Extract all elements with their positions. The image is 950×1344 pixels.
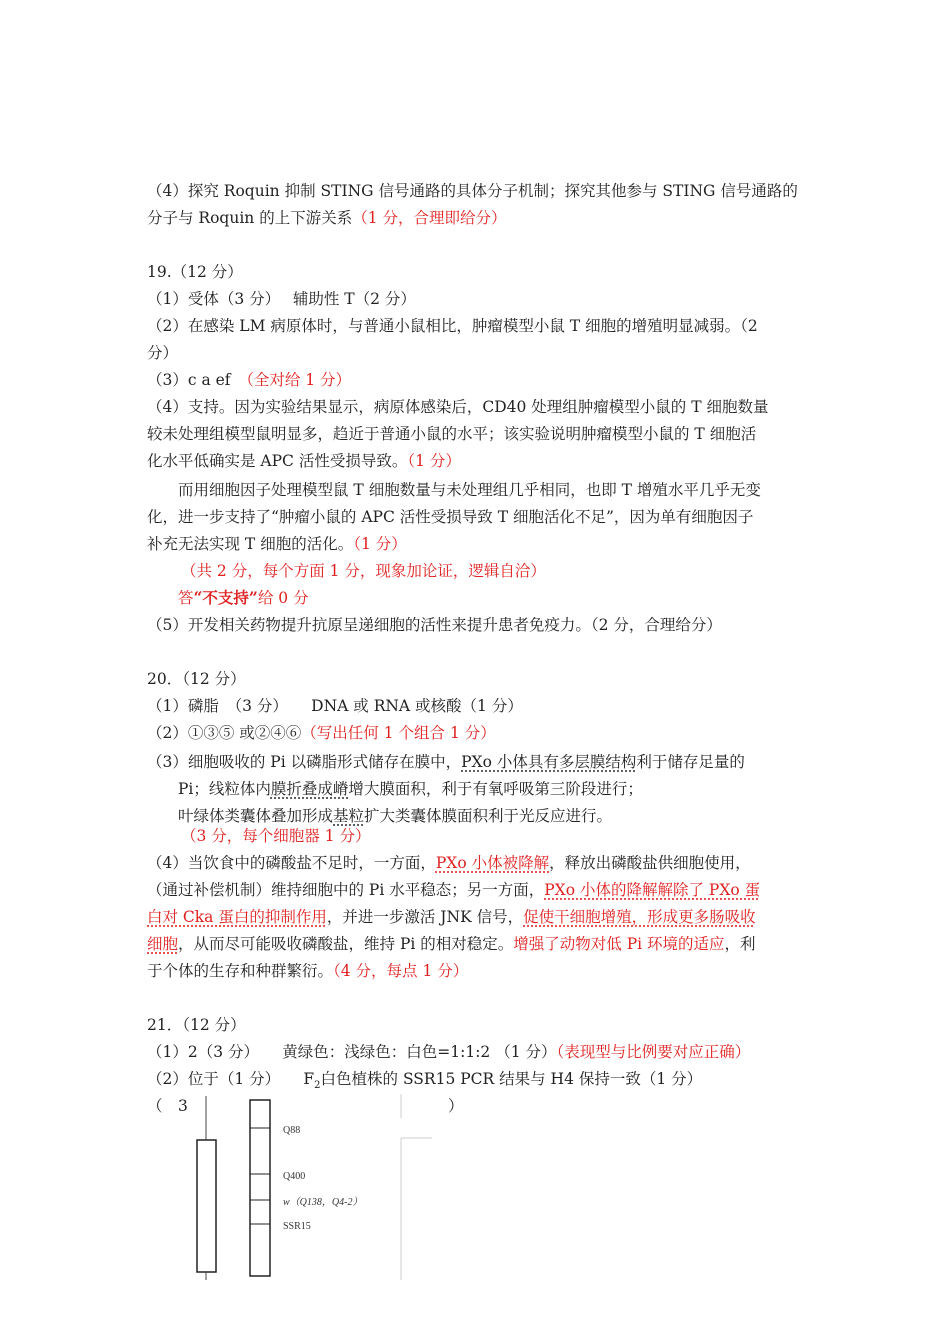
score-note: （1 分，合理即给分） bbox=[352, 209, 507, 227]
q20-p3-line3 bbox=[178, 806, 612, 826]
key-point: 白对 Cka 蛋白的抑制作用 bbox=[147, 908, 327, 926]
q21-p1 bbox=[147, 1042, 750, 1062]
q19-p5: （5）开发相关药物提升抗原呈递细胞的活性来提升患者免疫力。（2 分，合理给分） bbox=[147, 616, 722, 634]
marker-label-ssr15: SSR15 bbox=[283, 1221, 311, 1232]
marker-label-w: w（Q138，Q4-2） bbox=[283, 1197, 363, 1208]
text: ，从而尽可能吸收磷酸盐，维持 Pi 的相对稳定。 bbox=[178, 935, 514, 953]
text: ，并进一步激活 JNK 信号， bbox=[326, 908, 524, 926]
score-note: （全对给 1 分） bbox=[246, 371, 352, 389]
q21-p2 bbox=[147, 1069, 702, 1096]
q20-p4-line4 bbox=[147, 934, 756, 954]
q19-p2-line1: （2）在感染 LM 病原体时，与普通小鼠相比，肿瘤模型小鼠 T 细胞的增殖明显减弱。（2 bbox=[147, 317, 758, 335]
q19-title: 19.（12 分） bbox=[147, 263, 243, 281]
text: 化水平低确实是 APC 活性受损导致。 bbox=[147, 452, 408, 470]
q19-p4-line2: 较未处理组模型鼠明显多，趋近于普通小鼠的水平；该实验说明肿瘤模型小鼠的 T 细胞活 bbox=[147, 425, 757, 443]
text: 扩大类囊体膜面积利于光反应进行。 bbox=[364, 807, 613, 825]
text: （3）细胞吸收的 Pi 以磷脂形式储存在膜中， bbox=[147, 753, 462, 771]
text: 分子与 Roquin 的上下游关系 bbox=[147, 209, 353, 227]
text: 叶绿体类囊体叠加形成 bbox=[178, 807, 334, 825]
text: （2）位于（1 分） F bbox=[147, 1070, 315, 1088]
q20-p2 bbox=[147, 723, 496, 743]
q19-p4-line4: 而用细胞因子处理模型鼠 T 细胞数量与未处理组几乎相同，也即 T 增殖水平几乎无变 bbox=[178, 481, 761, 499]
score-note: （1 分） bbox=[407, 452, 461, 470]
text: Pi；线粒体内 bbox=[178, 780, 271, 798]
q20-p3-line2 bbox=[178, 779, 643, 799]
q19-p4-line5: 化，进一步支持了“肿瘤小鼠的 APC 活性受损导致 T 细胞活化不足”，因为单有细胞因子 bbox=[147, 508, 754, 526]
key-point: 促使干细胞增殖，形成更多肠吸收 bbox=[523, 908, 756, 926]
key-point: 基粒 bbox=[333, 807, 365, 825]
text: 于个体的生存和种群繁衍。 bbox=[147, 962, 334, 980]
text: 增大膜面积，利于有氧呼吸第三阶段进行； bbox=[348, 780, 643, 798]
text: （3）c a ef bbox=[147, 371, 247, 389]
q20-p1: （1）磷脂 （3 分） DNA 或 RNA 或核酸（1 分） bbox=[147, 697, 523, 715]
q21-p3-close: ） bbox=[448, 1097, 464, 1115]
key-point: 增强了动物对低 Pi 环境的适应 bbox=[513, 935, 725, 953]
q19-p4-line6 bbox=[147, 534, 407, 554]
q19-p3 bbox=[147, 370, 351, 390]
score-note: （4 分，每点 1 分） bbox=[333, 962, 469, 980]
chromosome-left bbox=[197, 1140, 216, 1272]
q19-p2-line2: 分） bbox=[147, 344, 179, 362]
q20-p3-line1 bbox=[147, 752, 745, 772]
q20-p4-line1 bbox=[147, 853, 751, 873]
q20-p4-line5 bbox=[147, 961, 468, 981]
score-note: （1 分） bbox=[353, 535, 407, 553]
chromosome-right bbox=[250, 1100, 270, 1276]
marker-label-q88: Q88 bbox=[283, 1125, 301, 1136]
text: 给 0 分 bbox=[257, 589, 309, 607]
text: ，利 bbox=[724, 935, 756, 953]
q20-p3-note: （3 分，每个细胞器 1 分） bbox=[181, 827, 371, 845]
chromosome-map-figure bbox=[180, 1094, 440, 1284]
q20-title: 20．（12 分） bbox=[147, 670, 246, 688]
q18-p4-line2 bbox=[147, 208, 507, 228]
text: 利于储存足量的 bbox=[636, 753, 745, 771]
key-point: PXo 小体的降解解除了 PXo 蛋 bbox=[544, 881, 761, 899]
q19-p4-line3 bbox=[147, 451, 461, 471]
text: （通过补偿机制）维持细胞中的 Pi 水平稳态；另一方面， bbox=[147, 881, 545, 899]
q20-p4-line2 bbox=[147, 880, 760, 900]
key-point: PXo 小体被降解 bbox=[435, 854, 550, 872]
text: 补充无法实现 T 细胞的活化。 bbox=[147, 535, 354, 553]
text: ，释放出磷酸盐供细胞使用， bbox=[549, 854, 751, 872]
subscript: 2 bbox=[314, 1080, 321, 1092]
text: 白色植株的 SSR15 PCR 结果与 H4 保持一致（1 分） bbox=[320, 1070, 703, 1088]
q21-p3-open: （ 3 bbox=[147, 1097, 188, 1115]
q18-p4-line1: （4）探究 Roquin 抑制 STING 信号通路的具体分子机制；探究其他参与 STING 信号通路的 bbox=[147, 182, 798, 200]
text: （2）①③⑤ 或②④⑥ bbox=[147, 724, 302, 742]
text: 答 bbox=[178, 589, 194, 607]
q19-p4-line1: （4）支持。因为实验结果显示，病原体感染后，CD40 处理组肿瘤模型小鼠的 T 细胞数量 bbox=[147, 398, 769, 416]
marker-label-q400: Q400 bbox=[283, 1171, 306, 1182]
q21-title: 21．（12 分） bbox=[147, 1016, 246, 1034]
text: （4）当饮食中的磷酸盐不足时，一方面， bbox=[147, 854, 436, 872]
q19-grading-note-2 bbox=[178, 588, 309, 608]
text: （1）2（3 分） 黄绿色：浅绿色：白色=1:1:2 （1 分） bbox=[147, 1043, 557, 1061]
q20-p4-line3 bbox=[147, 907, 756, 927]
q19-grading-note: （共 2 分，每个方面 1 分，现象加论证，逻辑自洽） bbox=[181, 562, 546, 580]
score-note: （表现型与比例要对应正确） bbox=[556, 1043, 751, 1061]
key-point: PXo 小体具有多层膜结构 bbox=[461, 753, 637, 771]
score-note: （写出任何 1 个组合 1 分） bbox=[301, 724, 496, 742]
emphasis: “不支持” bbox=[193, 588, 258, 607]
key-point: 细胞 bbox=[147, 935, 179, 953]
q19-p1: （1）受体（3 分） 辅助性 T（2 分） bbox=[147, 290, 416, 308]
key-point: 膜折叠成嵴 bbox=[270, 780, 349, 798]
